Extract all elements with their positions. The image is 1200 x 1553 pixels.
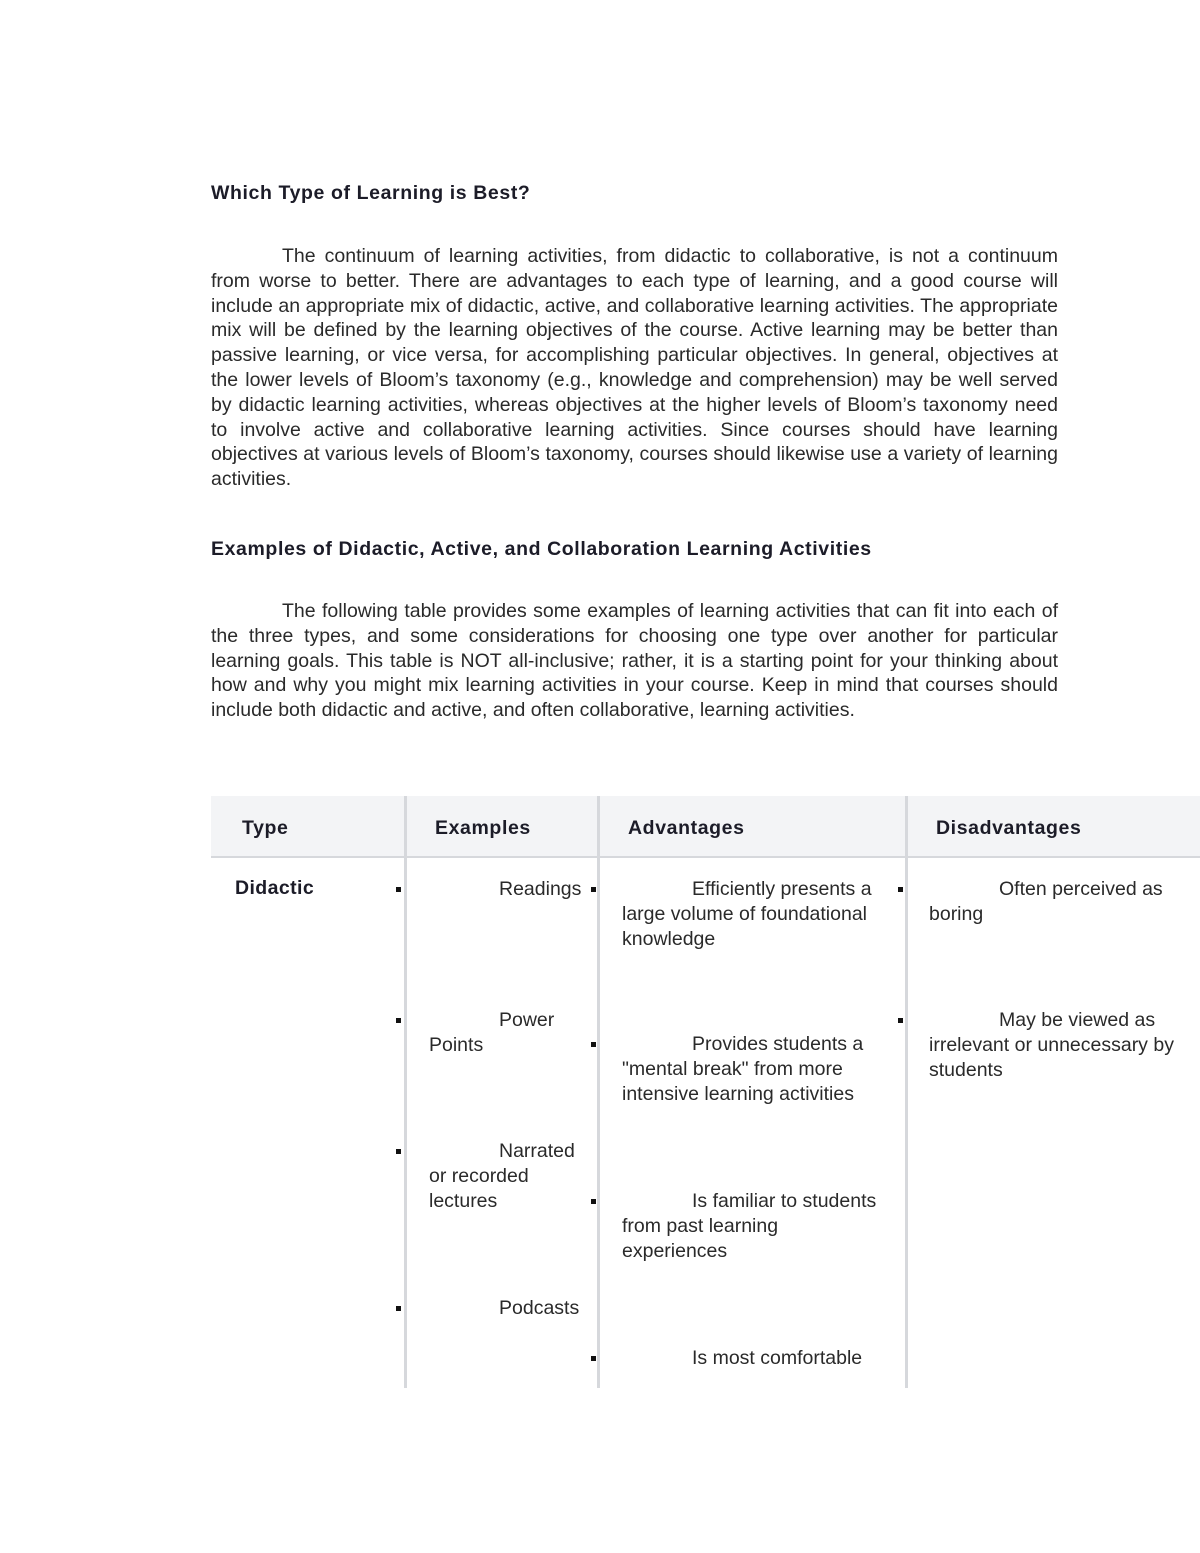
list-item: May be viewed as irrelevant or unnecessary by students [929, 1008, 1179, 1082]
list-item: Podcasts [429, 1296, 574, 1321]
list-item: Efficiently presents a large volume of foundational knowledge [622, 877, 887, 951]
list-item: Is most comfortable [622, 1346, 887, 1371]
column-divider [404, 796, 407, 1388]
bullet-icon [396, 1306, 401, 1311]
examples-paragraph: The following table provides some examples of learning activities that can fit into each of the three types, and some considerations for choosing one type over another for particular learning goals. This table is NOT all-inclusive; rather, it is a starting point for your thinking about how and why you might mix learning activities in your course. Keep in mind that courses should include both didactic and active, and often collaborative, learning activities. [211, 599, 1058, 722]
column-divider [905, 796, 908, 1388]
section-heading-best-type: Which Type of Learning is Best? [211, 182, 531, 204]
bullet-icon [396, 1149, 401, 1154]
bullet-icon [898, 1018, 903, 1023]
header-examples: Examples [435, 817, 531, 839]
type-cell-didactic: Didactic [235, 877, 315, 899]
bullet-icon [591, 887, 596, 892]
list-item: Narrated or recorded lectures [429, 1139, 574, 1213]
list-item: Power Points [429, 1008, 574, 1058]
bullet-icon [591, 1042, 596, 1047]
column-divider [597, 796, 600, 1388]
section-heading-examples: Examples of Didactic, Active, and Collaboration Learning Activities [211, 537, 872, 560]
bullet-icon [591, 1199, 596, 1204]
bullet-icon [591, 1356, 596, 1361]
learning-activities-table [211, 796, 1200, 1388]
list-item: Provides students a "mental break" from more intensive learning activities [622, 1032, 887, 1106]
list-item: Is familiar to students from past learning experiences [622, 1189, 887, 1263]
bullet-icon [898, 887, 903, 892]
document-body [211, 178, 1058, 723]
list-item: Often perceived as boring [929, 877, 1179, 927]
bullet-icon [396, 1018, 401, 1023]
intro-paragraph: The continuum of learning activities, from didactic to collaborative, is not a continuum from worse to better. There are advantages to each type of learning, and a good course will include an appropriate mix of didactic, active, and collaborative learning activities. The appropriate mix will be defined by the learning objectives of the course. Active learning may be better than passive learning, or vice versa, for accomplishing particular objectives. In general, objectives at the lower levels of Bloom’s taxonomy (e.g., knowledge and comprehension) may be well served by didactic learning activities, whereas objectives at the higher levels of Bloom’s taxonomy need to involve active and collaborative learning activities. Since courses should have learning objectives at various levels of Bloom’s taxonomy, courses should likewise use a variety of learning activities. [211, 245, 1058, 491]
bullet-icon [396, 887, 401, 892]
header-disadvantages: Disadvantages [936, 817, 1082, 839]
header-advantages: Advantages [628, 817, 745, 839]
list-item: Readings [429, 877, 574, 902]
header-type: Type [242, 817, 289, 839]
